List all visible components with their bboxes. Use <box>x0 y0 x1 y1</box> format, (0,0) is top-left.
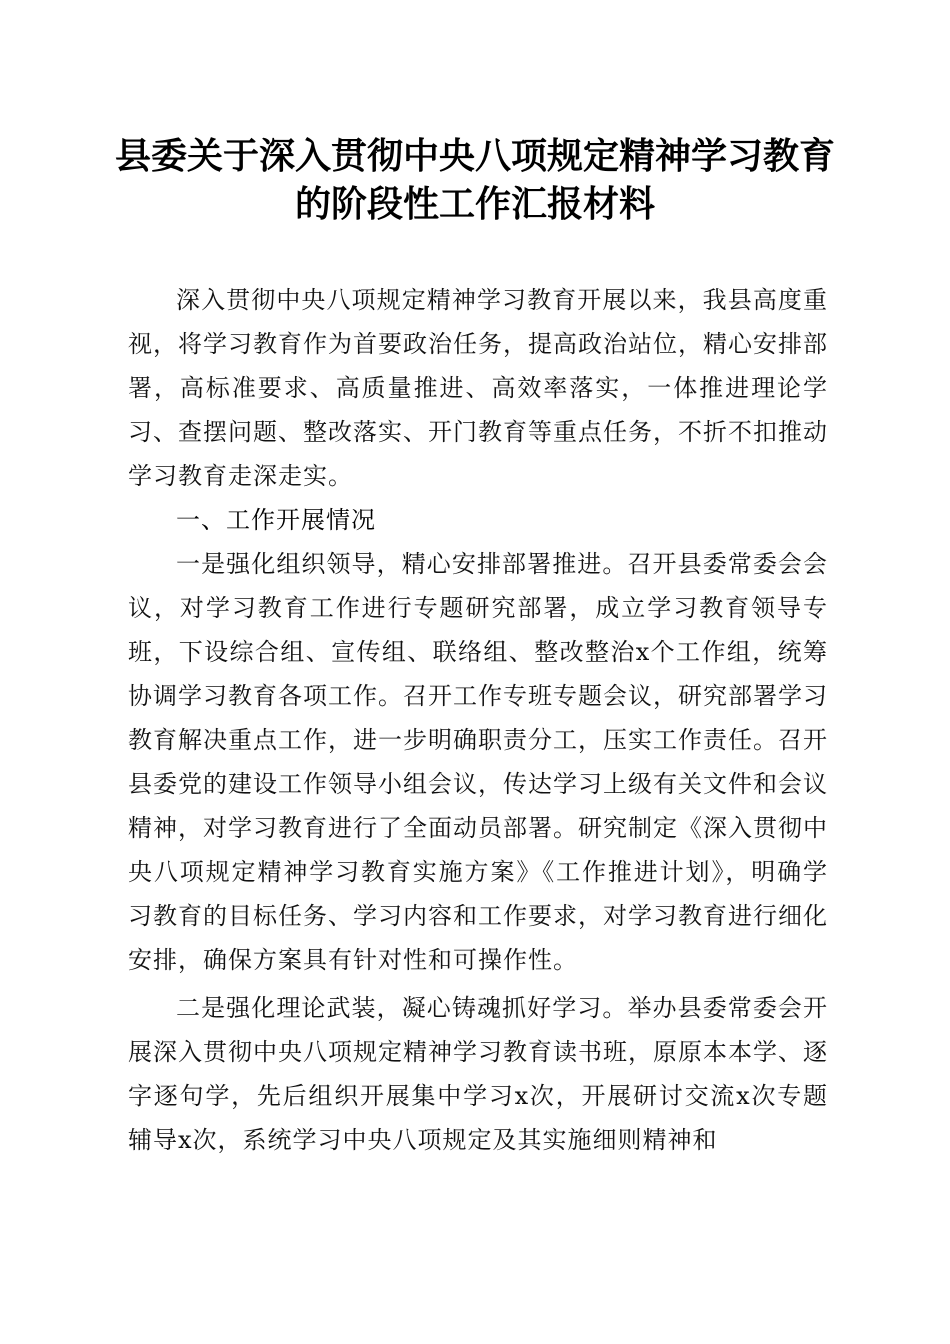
title-line-1: 县委关于深入贯彻中央八项规定精神学习教育 <box>114 135 835 177</box>
document-body <box>128 278 828 1162</box>
intro-paragraph: 深入贯彻中央八项规定精神学习教育开展以来，我县高度重视，将学习教育作为首要政治任务，提高政治站位，精心安排部署，高标准要求、高质量推进、高效率落实，一体推进理论学习、查摆问题、整改落实、开门教育等重点任务，不折不扣推动学习教育走深走实。 <box>128 286 828 490</box>
title-line-2: 的阶段性工作汇报材料 <box>294 183 655 225</box>
item-2-paragraph <box>128 986 828 1162</box>
item-2-lead: 二是强化理论武装，凝心铸魂抓好学习。 <box>176 994 628 1022</box>
item-1-paragraph <box>128 542 828 982</box>
item-1-body: 召开县委常委会会议，对学习教育工作进行专题研究部署，成立学习教育领导专班，下设综合组、宣传组、联络组、整改整治x个工作组，统筹协调学习教育各项工作。召开工作专班专题会议，研究部署学习教育解决重点工作，进一步明确职责分工，压实工作责任。召开县委党的建设工作领导小组会议，传达学习上级有关文件和会议精神，对学习教育进行了全面动员部署。研究制定《深入贯彻中央八项规定精神学习教育实施方案》《工作推进计划》，明确学习教育的目标任务、学习内容和工作要求，对学习教育进行细化安排，确保方案具有针对性和可操作性。 <box>128 550 829 974</box>
item-1-lead: 一是强化组织领导，精心安排部署推进。 <box>176 550 628 578</box>
item-2-body: 举办县委常委会开展深入贯彻中央八项规定精神学习教育读书班，原原本本学、逐字逐句学，先后组织开展集中学习x次，开展研讨交流x次专题辅导x次，系统学习中央八项规定及其实施细则精神和 <box>128 994 829 1154</box>
document-title <box>80 132 870 228</box>
section-heading-1: 一、工作开展情况 <box>176 506 376 534</box>
